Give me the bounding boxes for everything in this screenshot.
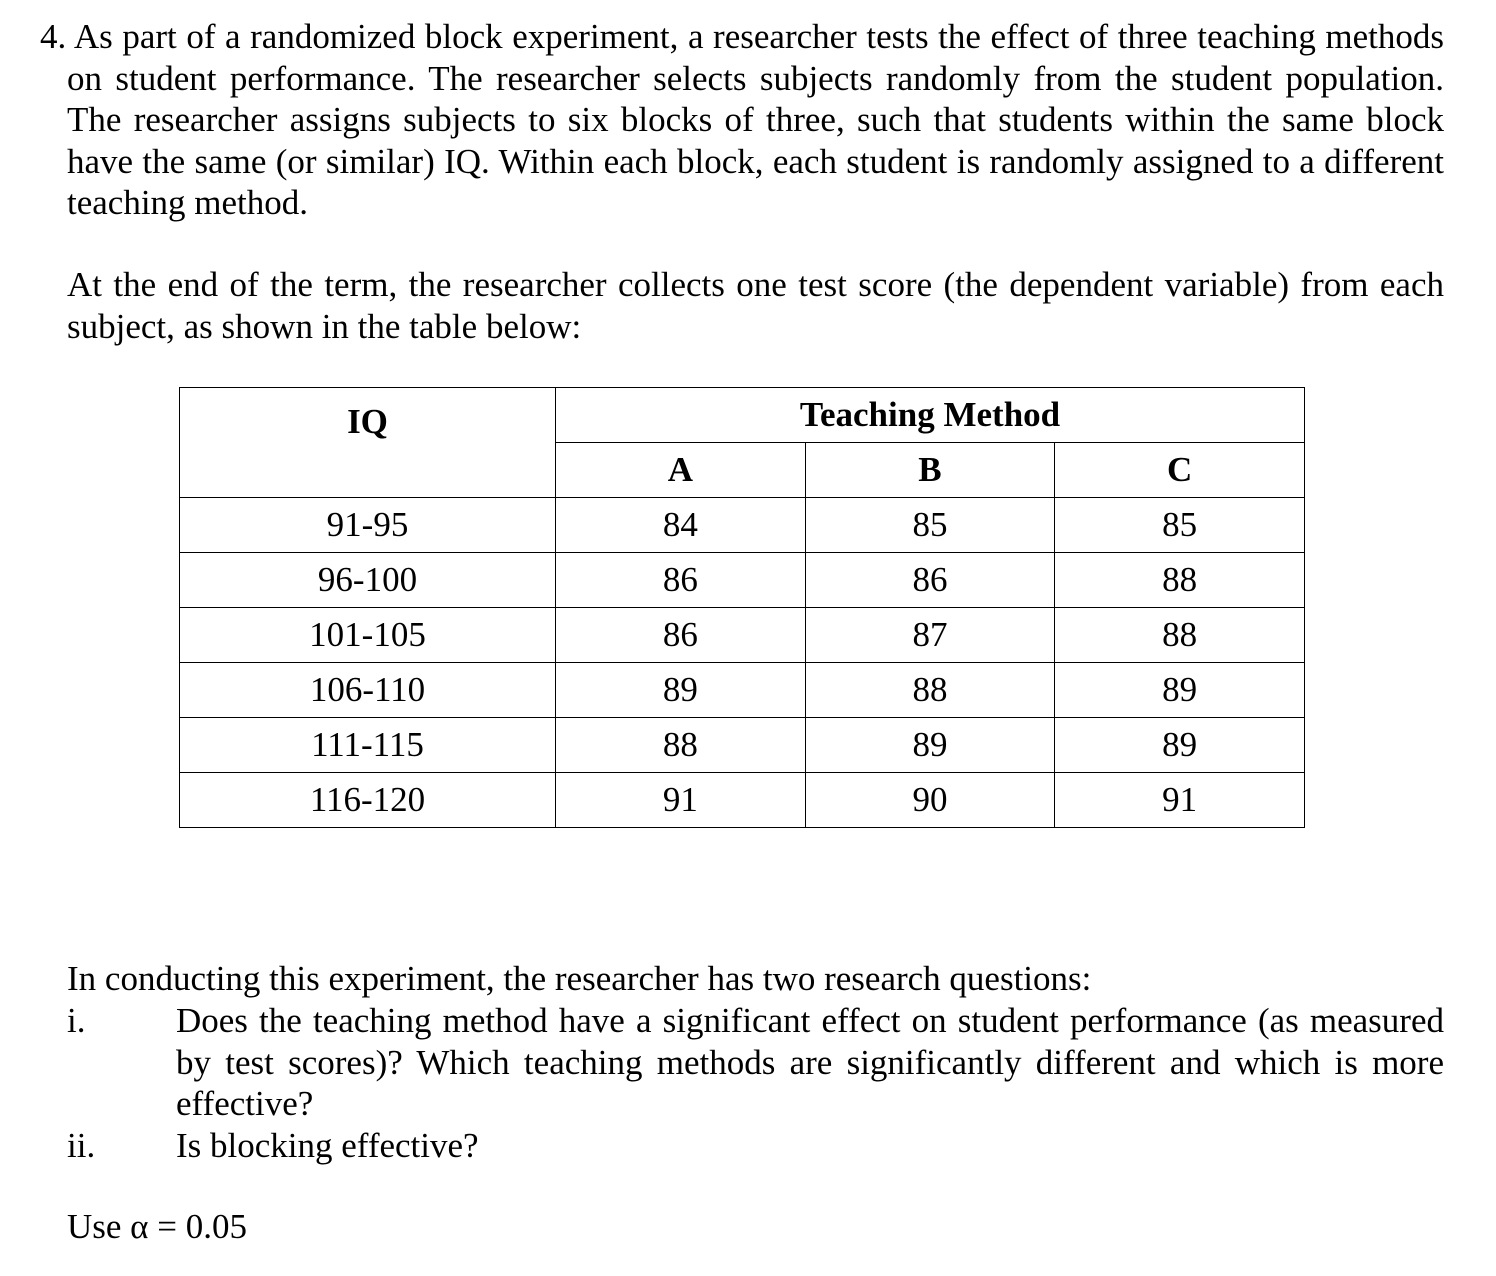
table-row (180, 773, 1305, 828)
iq-cell: 96-100 (180, 553, 556, 608)
question-text: Does the teaching method have a significant effect on student performance (as measured by test scores)? Which teaching methods are significantly different and which is more effective? (176, 1001, 1444, 1123)
score-cell-b: 85 (805, 498, 1055, 553)
score-cell-c: 88 (1055, 553, 1305, 608)
research-questions-list (67, 1000, 1444, 1166)
score-cell-a: 84 (556, 498, 806, 553)
scores-table (179, 387, 1305, 828)
list-item (67, 1125, 1444, 1167)
problem-intro-text: As part of a randomized block experiment, a researcher tests the effect of three teaching methods on student performance. The researcher selects subjects randomly from the student population. The researcher assigns subjects to six blocks of three, such that students within the same block have the same (or similar) IQ. Within each block, each student is randomly assigned to a different teaching method. (67, 17, 1444, 222)
table-row (180, 498, 1305, 553)
score-cell-b: 90 (805, 773, 1055, 828)
iq-cell: 101-105 (180, 608, 556, 663)
iq-column-header: IQ (180, 388, 556, 498)
score-cell-a: 86 (556, 608, 806, 663)
score-cell-a: 86 (556, 553, 806, 608)
problem-statement (40, 16, 1444, 224)
iq-cell: 106-110 (180, 663, 556, 718)
score-cell-c: 89 (1055, 718, 1305, 773)
score-cell-b: 88 (805, 663, 1055, 718)
score-cell-c: 85 (1055, 498, 1305, 553)
table-row (180, 663, 1305, 718)
score-cell-a: 88 (556, 718, 806, 773)
question-label: ii. (67, 1125, 96, 1165)
table-row (180, 553, 1305, 608)
score-cell-c: 89 (1055, 663, 1305, 718)
score-cell-c: 88 (1055, 608, 1305, 663)
research-questions-intro: In conducting this experiment, the researcher has two research questions: (67, 959, 1092, 998)
score-cell-c: 91 (1055, 773, 1305, 828)
significance-level-note: Use α = 0.05 (67, 1207, 248, 1246)
score-cell-a: 89 (556, 663, 806, 718)
method-a-header: A (556, 443, 806, 498)
score-cell-b: 86 (805, 553, 1055, 608)
table-row (180, 608, 1305, 663)
data-intro-text: At the end of the term, the researcher collects one test score (the dependent variable) from each subject, as shown in the table below: (67, 265, 1444, 346)
problem-number: 4. (40, 17, 67, 56)
question-label: i. (67, 1001, 86, 1040)
question-text: Is blocking effective? (176, 1125, 479, 1165)
score-cell-a: 91 (556, 773, 806, 828)
teaching-method-header: Teaching Method (556, 388, 1305, 443)
table-row (180, 718, 1305, 773)
list-item (67, 1000, 1444, 1125)
iq-cell: 111-115 (180, 718, 556, 773)
score-cell-b: 87 (805, 608, 1055, 663)
table-header-row (180, 388, 1305, 443)
iq-cell: 91-95 (180, 498, 556, 553)
iq-cell: 116-120 (180, 773, 556, 828)
method-c-header: C (1055, 443, 1305, 498)
score-cell-b: 89 (805, 718, 1055, 773)
method-b-header: B (805, 443, 1055, 498)
